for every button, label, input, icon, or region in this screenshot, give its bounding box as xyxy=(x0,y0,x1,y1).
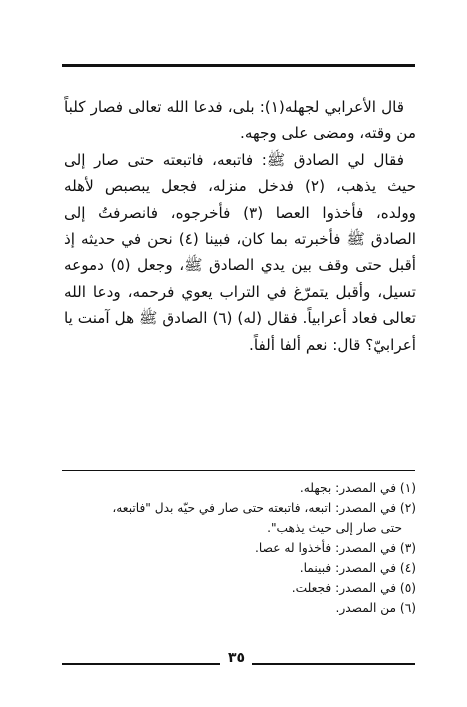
bottom-rule-right xyxy=(252,663,415,665)
footnote-separator xyxy=(62,470,415,471)
paragraph-2: فقال لي الصادق ﷺ: فاتبعه، فاتبعته حتى صار إلى حيث يذهب، (٢) فدخل منزله، فجعل يبصبص لأهله وولده، فأخذوا العصا (٣) فأخرجوه، فانصرفتُ إلى الصادق ﷺ فأخبرته بما كان، فبينا (٤) نحن في حديثه إذ أقبل حتى وقف بين يدي الصادق ﷺ، وجعل (٥) دموعه تسيل، وأقبل يتمرّغ في التراب يعوي فرحمه، ودعا الله تعالى فعاد أعرابياً. فقال (له) (٦) الصادق ﷺ هل آمنت يا أعرابيّ؟ قال: نعم ألفا ألفاً. xyxy=(64,150,417,354)
footnote-3: (٣) في المصدر: فأخذوا له عصا. xyxy=(255,541,416,555)
footnote-4: (٤) في المصدر: فبينما. xyxy=(299,561,416,575)
footnote-1: (١) في المصدر: بجهله. xyxy=(299,481,416,495)
footnotes xyxy=(64,478,416,618)
top-rule xyxy=(62,64,415,67)
footnote-5: (٥) في المصدر: فجعلت. xyxy=(291,581,416,595)
footnote-6: (٦) من المصدر. xyxy=(335,601,416,615)
paragraph-1: قال الأعرابي لجهله(١): بلى، فدعا الله تعالى فصار كلباً من وقته، ومضى على وجهه. xyxy=(64,98,416,143)
footnote-2: (٢) في المصدر: اتبعه، فاتبعته حتى صار في حيّه بدل "فاتبعه، xyxy=(112,501,416,515)
main-text xyxy=(64,94,416,358)
page-number: ٣٥ xyxy=(227,650,246,666)
footnote-2-continued: حتى صار إلى حيث يذهب". xyxy=(267,521,402,535)
bottom-rule-left xyxy=(62,663,220,665)
